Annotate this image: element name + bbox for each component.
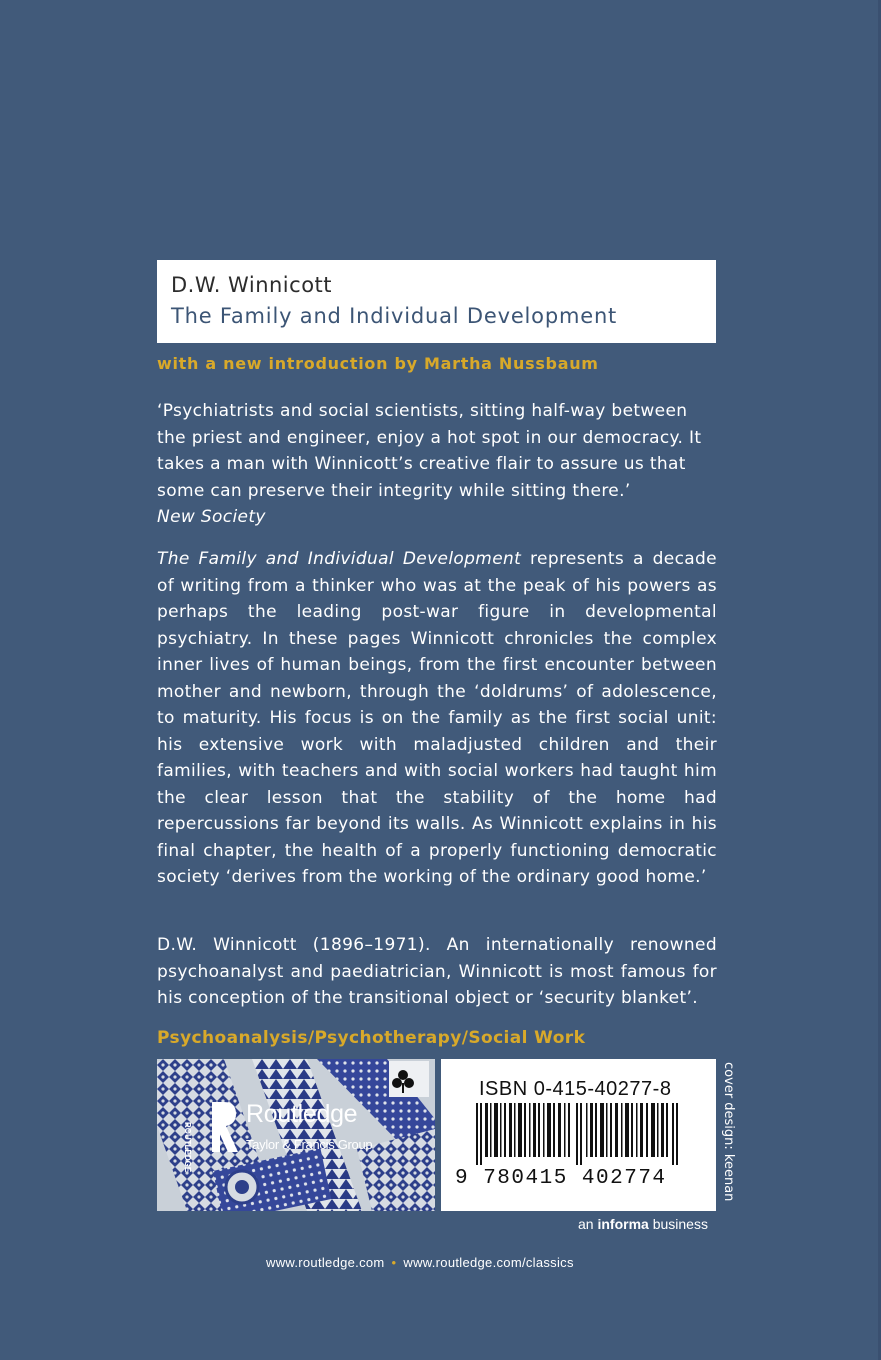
quote-text: ‘Psychiatrists and social scientists, sitting half-way between the priest and engineer, enjoy a hot spot in our democracy. It takes a man with Winnicott’s creative flair to assure us that some can preserve their integrity while sitting there.’: [157, 401, 702, 501]
author-name: D.W. Winnicott: [171, 273, 333, 297]
isbn-number: ISBN 0-415-40277-8: [479, 1078, 672, 1100]
barcode-panel: [441, 1059, 716, 1211]
tile-pattern-graphic: [157, 1059, 435, 1211]
publisher-group: Taylor & Francis Group: [246, 1137, 373, 1152]
website-classics[interactable]: www.routledge.com/classics: [403, 1255, 574, 1270]
barcode-icon: [476, 1103, 696, 1165]
informa-tagline: [578, 1216, 708, 1232]
routledge-r-icon: [202, 1098, 242, 1158]
description-title: The Family and Individual Development: [157, 549, 522, 569]
informa-brand: informa: [597, 1216, 649, 1232]
website-links: [266, 1255, 574, 1270]
informa-prefix: an: [578, 1216, 598, 1232]
informa-suffix: business: [648, 1216, 708, 1232]
book-description: [157, 546, 717, 891]
review-quote: [157, 398, 717, 531]
publisher-vertical-text: ROUTLEDGE: [183, 1122, 192, 1173]
decorative-tile-pattern: [157, 1059, 435, 1211]
introduction-credit: with a new introduction by Martha Nussbaum: [157, 354, 599, 373]
author-bio: D.W. Winnicott (1896–1971). An internationally renowned psychoanalyst and paediatrician, Winnicott is most famous for his conception of the transitional object or ‘security blanket’.: [157, 935, 717, 1008]
title-box: [157, 260, 716, 343]
website-routledge[interactable]: www.routledge.com: [266, 1255, 385, 1270]
description-text: represents a decade of writing from a thinker who was at the peak of his powers as perhaps the leading post-war figure in developmental psychiatry. In these pages Winnicott chronicles the complex inner lives of human beings, from the first encounter between mother and newborn, through the ‘doldrums’ of adolescence, to maturity. His focus is on the family as the first social unit: his extensive work with maladjusted children and their families, with teachers and with social workers had taught him the clear lesson that the stability of the home had repercussions far beyond its walls. As Winnicott explains in his final chapter, the health of a properly functioning democratic society ‘derives from the working of the ordinary good home.’: [157, 549, 717, 887]
cover-design-credit: cover design: keenan: [721, 1062, 736, 1202]
website-separator: •: [391, 1255, 397, 1270]
subject-category: Psychoanalysis/Psychotherapy/Social Work: [157, 1028, 586, 1048]
book-title: The Family and Individual Development: [171, 304, 618, 328]
ean-digits: 9 780415 402774: [455, 1167, 667, 1190]
publisher-name: Routledge: [246, 1100, 358, 1128]
quote-source: New Society: [157, 507, 266, 527]
